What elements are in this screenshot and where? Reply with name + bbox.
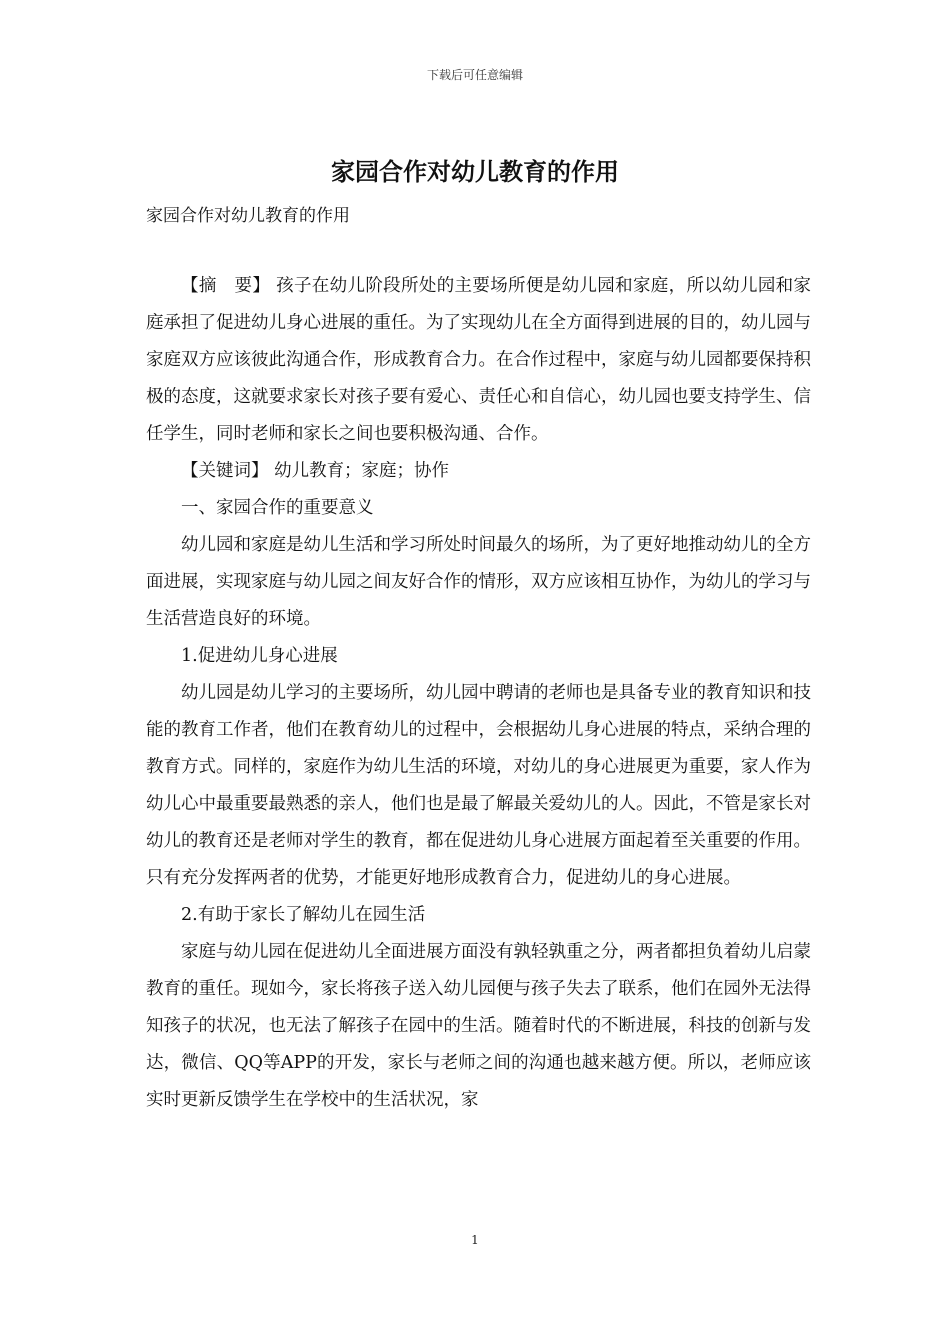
abstract-paragraph xyxy=(146,268,811,453)
subsection-heading-2: 2.有助于家长了解幼儿在园生活 xyxy=(181,905,426,925)
subsection-paragraph-1: 幼儿园是幼儿学习的主要场所，幼儿园中聘请的老师也是具备专业的教育知识和技能的教育工作者，他们在教育幼儿的过程中，会根据幼儿身心进展的特点，采纳合理的教育方式。同样的，家庭作为幼儿生活的环境，对幼儿的身心进展更为重要，家人作为幼儿心中最重要最熟悉的亲人，他们也是最了解最关爱幼儿的人。因此，不管是家长对幼儿的教育还是老师对学生的教育，都在促进幼儿身心进展方面起着至关重要的作用。只有充分发挥两者的优势，才能更好地形成教育合力，促进幼儿的身心进展。 xyxy=(146,683,811,888)
keywords-paragraph xyxy=(146,453,811,490)
page-header: 下载后可任意编辑 xyxy=(426,68,523,82)
keywords-text: 幼儿教育；家庭；协作 xyxy=(268,461,450,481)
document-title: 家园合作对幼儿教育的作用 xyxy=(331,158,619,186)
document-subtitle: 家园合作对幼儿教育的作用 xyxy=(146,206,350,226)
document-body xyxy=(146,268,811,1119)
page-number: 1 xyxy=(471,1233,479,1247)
abstract-label: 【摘 要】 xyxy=(181,276,271,296)
section-heading: 一、家园合作的重要意义 xyxy=(181,498,374,518)
subsection-heading-1: 1.促进幼儿身心进展 xyxy=(181,646,338,666)
keywords-label: 【关键词】 xyxy=(181,461,269,481)
section-intro-paragraph: 幼儿园和家庭是幼儿生活和学习所处时间最久的场所，为了更好地推动幼儿的全方面进展，实现家庭与幼儿园之间友好合作的情形，双方应该相互协作，为幼儿的学习与生活营造良好的环境。 xyxy=(146,535,811,629)
abstract-text: 孩子在幼儿阶段所处的主要场所便是幼儿园和家庭，所以幼儿园和家庭承担了促进幼儿身心进展的重任。为了实现幼儿在全方面得到进展的目的，幼儿园与家庭双方应该彼此沟通合作，形成教育合力。在合作过程中，家庭与幼儿园都要保持积极的态度，这就要求家长对孩子要有爱心、责任心和自信心，幼儿园也要支持学生、信任学生，同时老师和家长之间也要积极沟通、合作。 xyxy=(146,276,812,444)
subsection-paragraph-2: 家庭与幼儿园在促进幼儿全面进展方面没有孰轻孰重之分，两者都担负着幼儿启蒙教育的重任。现如今，家长将孩子送入幼儿园便与孩子失去了联系，他们在园外无法得知孩子的状况，也无法了解孩子在园中的生活。随着时代的不断进展，科技的创新与发达，微信、QQ等APP的开发，家长与老师之间的沟通也越来越方便。所以，老师应该实时更新反馈学生在学校中的生活状况，家 xyxy=(146,942,811,1110)
